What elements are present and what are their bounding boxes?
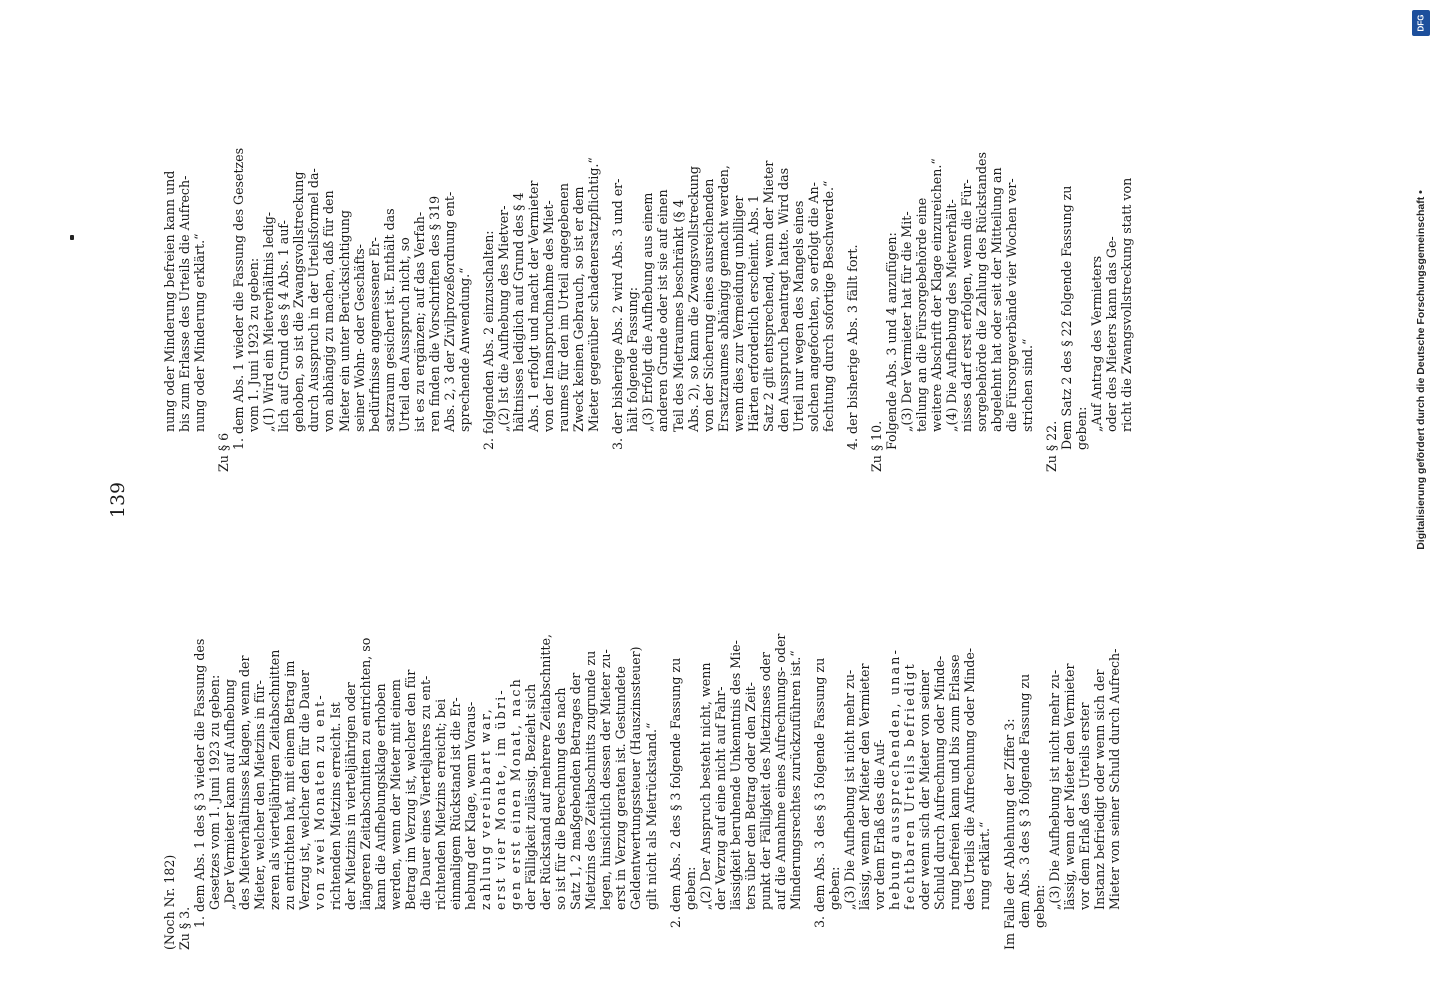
text-line: punkt der Fälligkeit des Mietzinses oder (757, 652, 773, 910)
text-line: Gesetzes vom 1. Juni 1923 zu geben: (207, 674, 223, 910)
text-line: „Der Vermieter kann auf Aufhebung (222, 679, 238, 910)
attribution-text: Digitalisierung gefördert durch die Deutsche Forschungsgemeinschaft • (1415, 190, 1427, 550)
text-line: seiner Wohn- oder Geschäfts- (351, 244, 367, 432)
text-line: ters über den Betrag oder den Zeit- (742, 682, 758, 910)
text-line: „(2) Der Anspruch besteht nicht, wenn (697, 662, 713, 910)
text-line: zeren als vierteljährigen Zeitabschnitten (267, 649, 283, 910)
text-line: lässig, wenn der Mieter den Vermieter (857, 663, 873, 910)
text-line: der Fälligkeit zulässig. Bezieht sich (523, 683, 539, 910)
text-line: Dem Satz 2 des § 22 folgende Fassung zu (1058, 185, 1074, 450)
text-line: zu entrichten hat, mit einem Betrag im (282, 660, 298, 910)
text-line: sprechende Anwendung.“ (456, 267, 472, 432)
text-line: der Rückstand auf mehrere Zeitabschnitte, (538, 634, 554, 910)
text-line: ren finden die Vorschriften des § 319 (426, 195, 442, 432)
text-line: vor dem Erlaß des die Auf- (872, 739, 888, 910)
text-line: gen erst einen Monat, nach (508, 677, 524, 910)
text-line: hältnisses lediglich auf Grund des § 4 (511, 192, 527, 432)
text-line: lich auf Grund des § 4 Abs. 1 auf- (276, 220, 292, 432)
text-line: nung oder Minderung befreien kann und (162, 170, 177, 432)
text-line: Folgende Abs. 3 und 4 anzufügen: (884, 232, 900, 450)
text-line: Teil des Mietraumes beschränkt (§ 4 (670, 199, 686, 432)
text-line: 1. dem Abs. 1 wieder die Fassung des Gesetzes (231, 147, 247, 450)
text-line: von abhängig zu machen, daß für den (321, 190, 337, 432)
text-line: von der Inanspruchnahme des Miet- (541, 200, 557, 432)
dfg-logo-text: DFG (1416, 14, 1426, 32)
line-gap (601, 52, 610, 472)
text-line: hebung aussprechenden, unan- (887, 647, 903, 910)
text-line: Betrag im Verzug ist, welcher den für (402, 669, 418, 910)
text-line: teilung an die Fürsorgebehörde eine (914, 197, 930, 432)
line-gap (207, 52, 216, 472)
text-line: Mieter, welcher den Mietzins in für- (252, 680, 268, 910)
line-gap (993, 530, 1002, 950)
text-line: zahlung vereinbart war, (477, 707, 493, 910)
text-line: von zwei Monaten zu ent- (312, 693, 328, 910)
text-line: „(3) Der Vermieter hat für die Mit- (899, 211, 915, 432)
text-line: des Mietverhältnisses klagen, wenn der (237, 655, 253, 910)
text-line: Zu § 10. (869, 420, 885, 472)
text-line: Geldentwertungssteuer (Hauszinssteuer) (628, 646, 644, 910)
text-line: bedürfnisse angemessener Er- (366, 237, 382, 432)
text-line: rung befreien kann und bis zum Erlasse (947, 654, 963, 910)
text-line: 4. der bisherige Abs. 3 fällt fort. (845, 244, 861, 450)
text-line: Schuld durch Aufrechnung oder Minde- (932, 655, 948, 910)
text-line: geben: (1031, 884, 1047, 928)
text-line: gilt nicht als Mietrückstand.“ (643, 722, 659, 910)
text-line: Ersatzraumes abhängig gemacht werden, (715, 165, 731, 432)
text-line: Zweck keinen Gebrauch, so ist er dem (571, 186, 587, 432)
dfg-logo (1412, 10, 1430, 36)
text-line: auf die Annahme eines Aufrechnungs- oder (772, 633, 788, 910)
text-line: oder wenn sich der Mieter von seiner (917, 669, 933, 910)
text-line: vom 1. Juni 1923 zu geben: (246, 257, 262, 432)
text-line: Abs. 2), so kann die Zwangsvollstreckung (685, 166, 701, 432)
text-line: richtenden Mietzins erreicht. Ist (327, 702, 343, 910)
text-line: Minderungsrechtes zurückzuführen ist.“ (787, 650, 803, 910)
text-line: einmaligem Rückstand ist die Er- (447, 697, 463, 910)
text-line: „(3) Erfolgt die Aufhebung aus einem (640, 192, 656, 432)
line-gap (659, 530, 668, 950)
text-line: durch Ausspruch in der Urteilsformel da- (306, 168, 322, 432)
text-line: abgelehnt hat oder seit der Mitteilung an (989, 167, 1005, 432)
text-line: vor dem Erlaß des Urteils erster (1076, 702, 1092, 910)
line-gap (860, 52, 869, 472)
text-line: Instanz befriedigt oder wenn sich der (1091, 669, 1107, 910)
text-line: „(3) Die Aufhebung ist nicht mehr zu- (1046, 669, 1062, 910)
text-line: richtenden Mietzins erreicht; bei (432, 698, 448, 910)
text-line: lässigkeit beruhende Unkenntnis des Mie- (727, 640, 743, 910)
text-line: satzraum gesichert ist. Enthält das (381, 208, 397, 432)
text-line: so ist für die Berechnung des nach (553, 687, 569, 910)
text-line: solchen angefochten, so erfolgt die An- (805, 182, 821, 432)
text-line: Abs. 2, 3 der Zivilprozeßordnung ent- (441, 191, 457, 432)
text-line: Zu § 3. (177, 906, 193, 950)
text-line: rung erklärt.“ (977, 821, 993, 910)
text-line: erst vier Monate, im übri- (493, 688, 509, 910)
text-line: die Fürsorgeverbände vier Wochen ver- (1004, 178, 1020, 432)
text-line: wenn dies zur Vermeidung unbilliger (730, 195, 746, 432)
left-column (162, 530, 1122, 950)
text-line: Abs. 1 erfolgt und macht der Vermieter (526, 180, 542, 432)
text-line: Zu § 6 (216, 432, 232, 472)
text-line: „(4) Die Aufhebung des Mietverhält- (944, 199, 960, 432)
text-line: längeren Zeitabschnitten zu entrichten, so (357, 637, 373, 910)
text-line: erst in Verzug geraten ist. Gestundete (613, 666, 629, 910)
line-gap (1035, 52, 1044, 472)
text-line: 2. folgenden Abs. 2 einzuschalten: (480, 230, 496, 450)
text-line: fechtbaren Urteils befriedigt (902, 662, 918, 910)
text-line: Im Falle der Ablehnung der Ziffer 3: (1001, 718, 1017, 950)
text-line: legen, hinsichtlich dessen der Mieter zu- (598, 649, 614, 910)
text-line: werden, wenn der Mieter mit einem (387, 679, 403, 910)
text-line: Urteil den Ausspruch nicht, so (396, 237, 412, 432)
text-line: hebung der Klage, wenn Voraus- (462, 701, 478, 910)
digitization-attribution (1414, 40, 1428, 700)
text-line: anderen Grunde oder ist sie auf einen (655, 189, 671, 432)
text-line: die Dauer eines Vierteljahres zu ent- (417, 675, 433, 910)
text-line: raumes für den im Urteil angegebenen (556, 183, 572, 432)
line-gap (472, 52, 481, 472)
text-line: den Ausspruch beantragt hatte. Wird das (775, 167, 791, 432)
text-line: Mietzins des Zeitabschnitts zugrunde zu (583, 650, 599, 910)
text-line: bis zum Erlasse des Urteils die Aufrech- (177, 175, 193, 432)
text-line: dem Abs. 3 des § 3 folgende Fassung zu (1016, 673, 1032, 928)
text-line: 3. dem Abs. 3 des § 3 folgende Fassung zu (811, 657, 827, 928)
text-line: des Urteils die Aufrechnung oder Minde- (962, 647, 978, 910)
text-line: „(3) Die Aufhebung ist nicht mehr zu- (842, 669, 858, 910)
text-line: nung oder Minderung erklärt.“ (192, 233, 208, 432)
text-line: „(1) Wird ein Mietverhältnis ledig- (261, 211, 277, 432)
line-gap (803, 530, 812, 950)
text-line: gehoben, so ist die Zwangsvollstreckung (291, 171, 307, 432)
text-line: sorgebehörde die Zahlung des Rückstandes (974, 152, 990, 432)
page-number: 139 (107, 481, 129, 519)
text-line: nisses darf erst erfolgen, wenn die Für- (959, 179, 975, 432)
text-line: Zu § 22. (1043, 420, 1059, 472)
text-line: richt die Zwangsvollstreckung statt von (1118, 177, 1134, 432)
text-line: der Verzug auf eine nicht auf Fahr- (712, 686, 728, 910)
text-line: hält folgende Fassung: (625, 287, 641, 432)
text-line: Satz 2 gilt entsprechend, wenn der Mieter (760, 160, 776, 432)
text-line: von der Sicherung eines ausreichenden (700, 178, 716, 432)
text-line: Mieter von seiner Schuld durch Aufrech- (1106, 648, 1122, 910)
text-line: der Mietzins in vierteljährigen oder (342, 682, 358, 910)
text-line: ist es zu ergänzen; auf das Verfah- (411, 211, 427, 432)
text-line: Mieter gegenüber schadenersatzpflichtig.“ (586, 157, 602, 432)
text-line: weitere Abschrift der Klage einzureichen.“ (929, 158, 945, 432)
line-gap (836, 52, 845, 472)
text-line: Satz 1, 2 maßgebenden Betrages der (568, 672, 584, 910)
text-line: strichen sind.“ (1019, 338, 1035, 432)
text-line: kann die Aufhebungsklage erhoben (372, 683, 388, 910)
text-line: geben: (682, 866, 698, 910)
text-line: „Auf Antrag des Vermieters (1088, 255, 1104, 432)
text-line: geben: (827, 866, 843, 910)
text-line: 3. der bisherige Abs. 2 wird Abs. 3 und er- (610, 178, 626, 450)
text-line: Verzug ist, welcher den für die Dauer (297, 670, 313, 910)
text-line: 1. dem Abs. 1 des § 3 wieder die Fassung des (192, 638, 208, 928)
text-line: Härten erforderlich erscheint. Abs. 1 (745, 194, 761, 432)
text-line: lässig, wenn der Mieter den Vermieter (1061, 663, 1077, 910)
text-line: fechtung durch sofortige Beschwerde.“ (820, 180, 836, 432)
text-line: Urteil nur wegen des Mangels eines (790, 200, 806, 432)
text-line: Mieter ein unter Berücksichtigung (336, 210, 352, 432)
text-line: 2. dem Abs. 2 des § 3 folgende Fassung zu (667, 657, 683, 928)
text-line: oder des Mieters kann das Ge- (1103, 236, 1119, 432)
text-line: „(2) Ist die Aufhebung des Mietver- (495, 205, 511, 432)
rotated-text-block (52, 50, 1382, 950)
right-column (162, 52, 1134, 472)
text-line: geben: (1073, 406, 1089, 450)
text-line: (Noch Nr. 182) (162, 854, 177, 950)
